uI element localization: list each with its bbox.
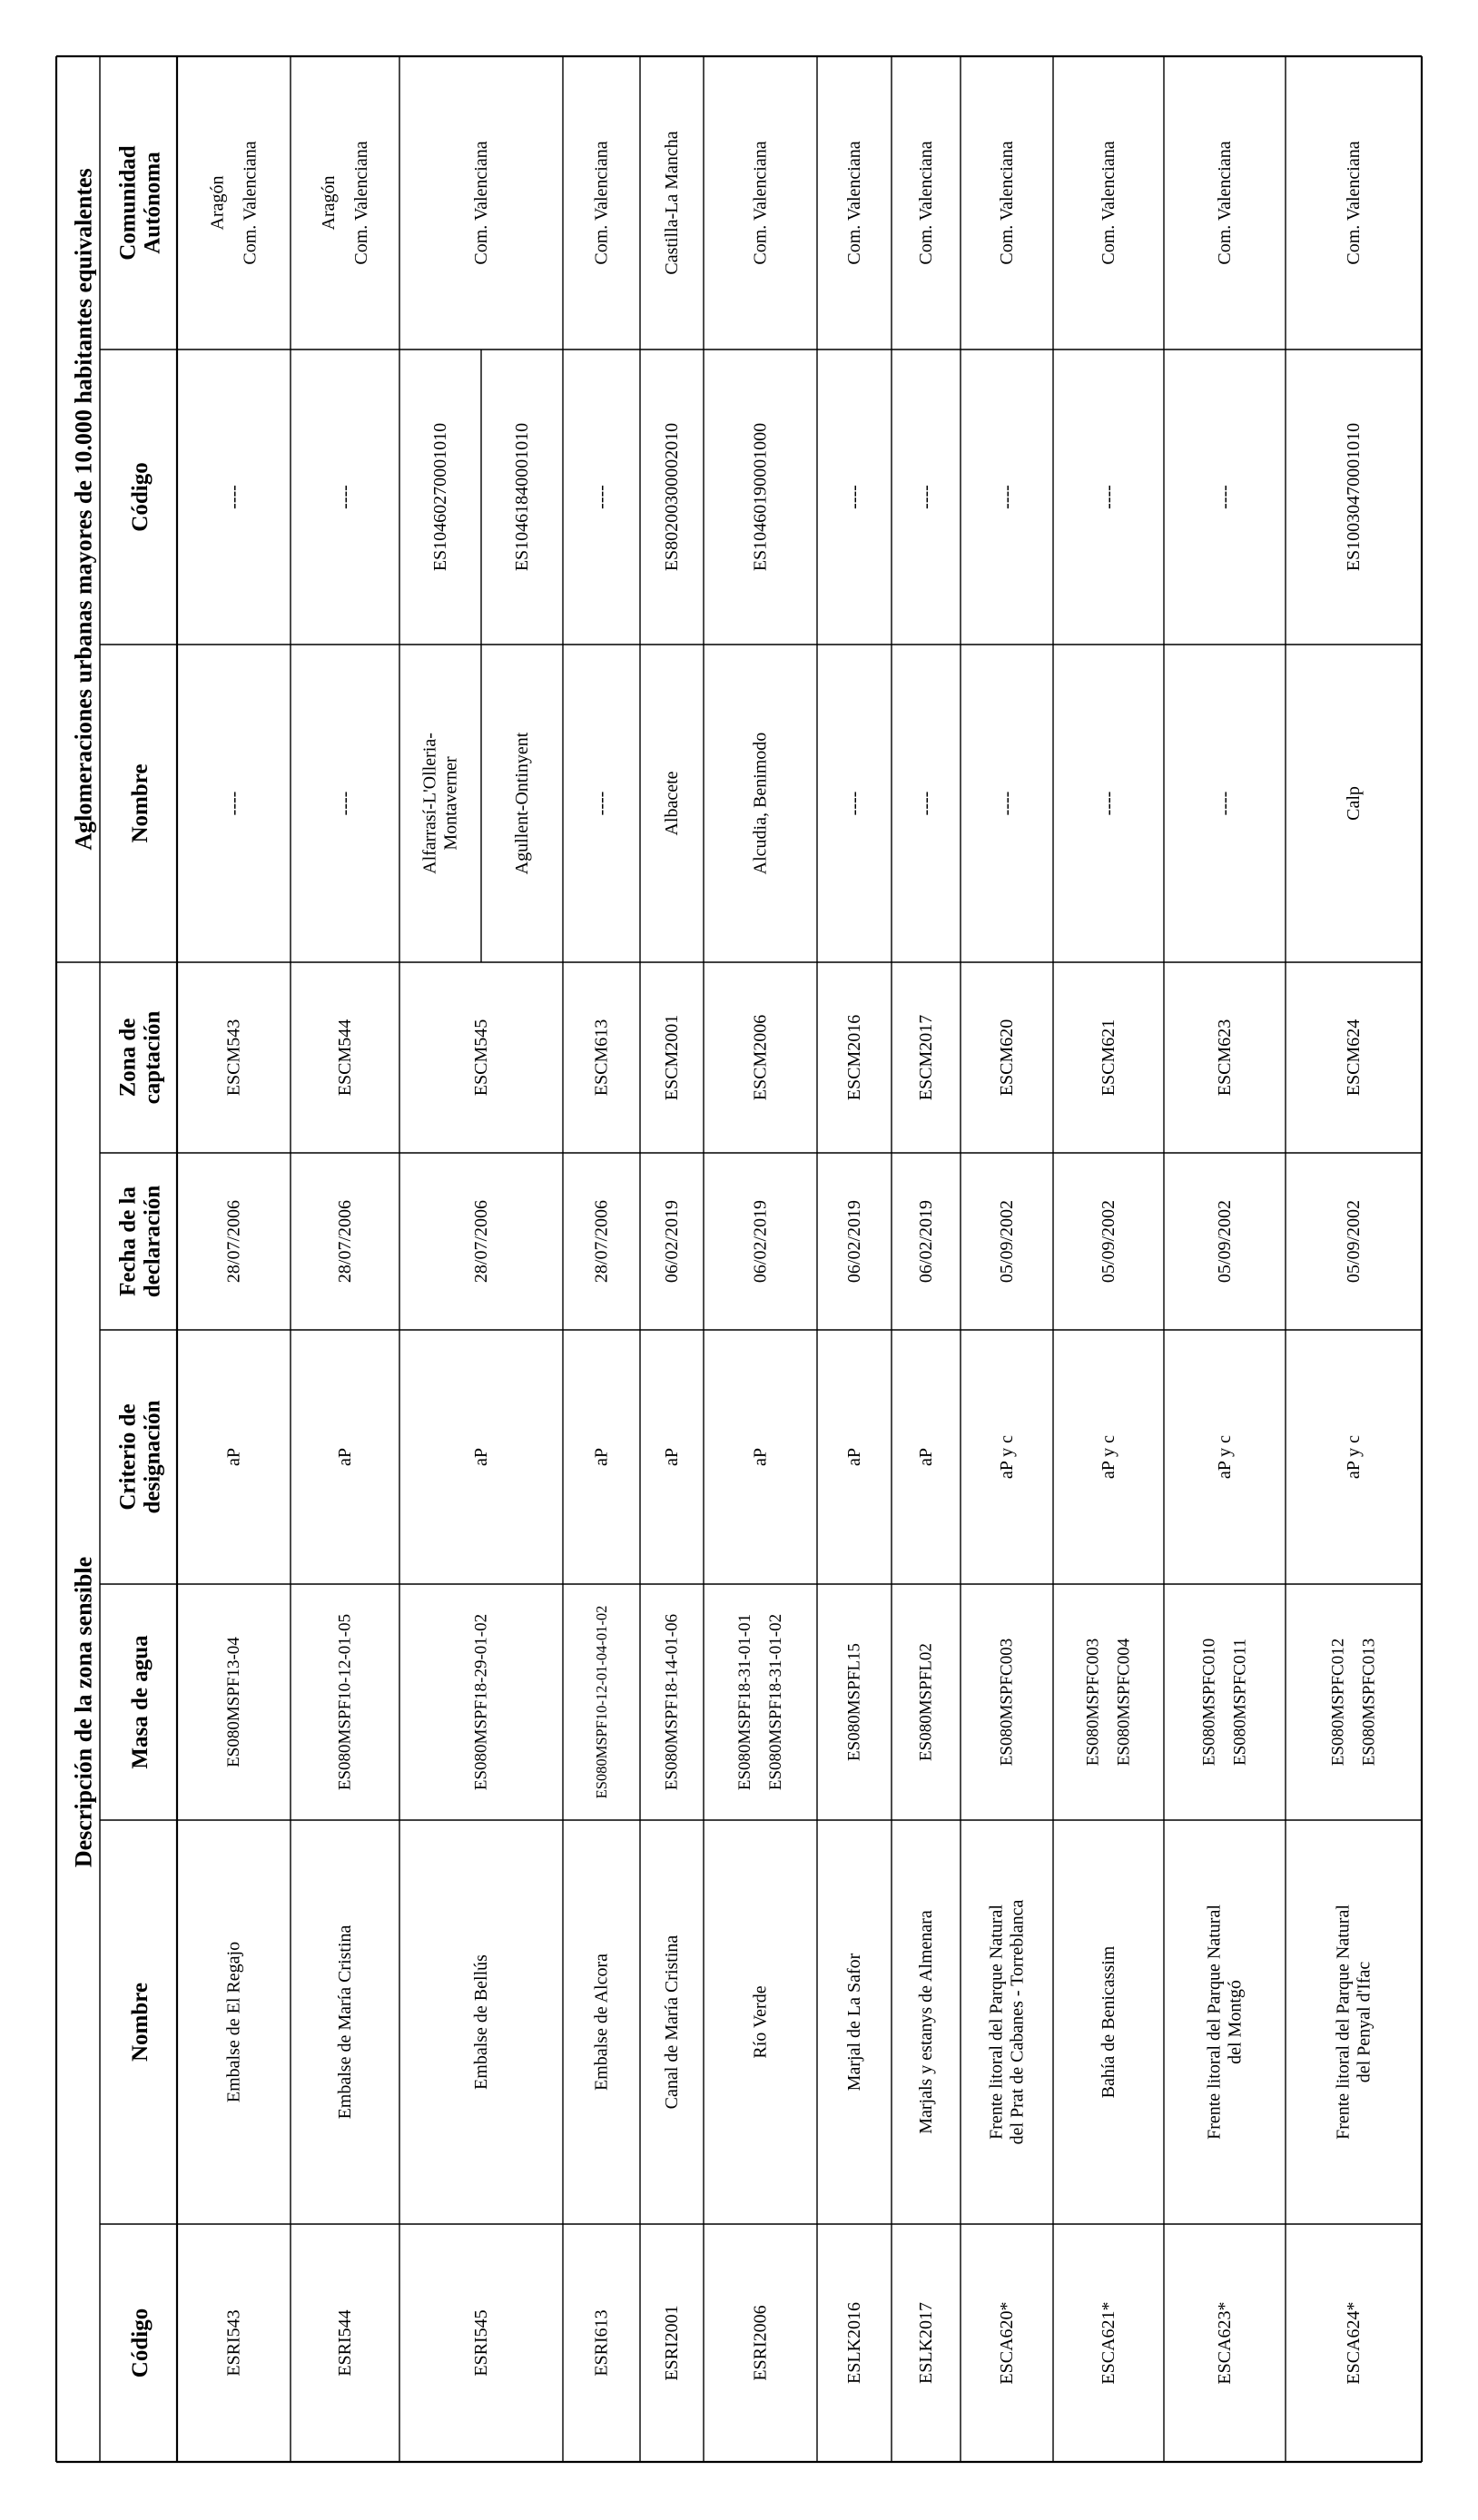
cell-fecha: 05/09/2002 bbox=[1215, 1199, 1235, 1284]
cell-comunidad: Castilla-La Mancha bbox=[662, 131, 682, 275]
cell-criterio: aP y c bbox=[1344, 1434, 1364, 1480]
cell-nombre: del Prat de Cabanes - Torreblanca bbox=[1007, 1899, 1028, 2145]
cell-comunidad: Com. Valenciana bbox=[844, 141, 864, 265]
cell-aglomeracion-nombre: Alcudia, Benimodo bbox=[750, 732, 771, 875]
cell-criterio: aP bbox=[916, 1448, 936, 1466]
cell-aglomeracion-nombre: Montaverner bbox=[440, 756, 461, 851]
cell-aglomeracion-codigo: ---- bbox=[1099, 485, 1118, 509]
cell-codigo: ESRI544 bbox=[335, 2309, 355, 2377]
column-header-fecha: Fecha de la bbox=[115, 1186, 141, 1296]
cell-aglomeracion-nombre: ---- bbox=[916, 791, 936, 816]
cell-nombre: Frente litoral del Parque Natural bbox=[986, 1905, 1007, 2140]
cell-aglomeracion-codigo: ES80200300002010 bbox=[662, 422, 682, 572]
group-header-zona: Descripción de la zona sensible bbox=[70, 1556, 97, 1868]
cell-codigo: ESLK2017 bbox=[916, 2302, 936, 2384]
cell-codigo: ESRI2006 bbox=[750, 2305, 771, 2381]
cell-comunidad: Com. Valenciana bbox=[1215, 141, 1235, 265]
cell-aglomeracion-codigo: ---- bbox=[1215, 485, 1235, 509]
cell-zona-captacion: ESCM623 bbox=[1215, 1019, 1235, 1097]
cell-aglomeracion-nombre: Calp bbox=[1344, 786, 1364, 821]
cell-masa-agua: ES080MSPFC013 bbox=[1359, 1638, 1379, 1767]
cell-comunidad: Aragón bbox=[207, 175, 228, 231]
cell-comunidad: Aragón bbox=[319, 175, 339, 231]
cell-nombre: del Montgó bbox=[1225, 1980, 1246, 2064]
cell-nombre: Bahía de Benicassim bbox=[1099, 1945, 1118, 2099]
cell-fecha: 28/07/2006 bbox=[223, 1199, 244, 1284]
cell-masa-agua: ES080MSPF18-31-01-02 bbox=[766, 1613, 785, 1791]
column-header-nombre: Nombre bbox=[128, 1982, 153, 2062]
cell-codigo: ESCA620* bbox=[997, 2301, 1017, 2385]
cell-zona-captacion: ESCM543 bbox=[223, 1019, 244, 1097]
cell-criterio: aP bbox=[844, 1448, 864, 1466]
cell-zona-captacion: ESCM2016 bbox=[844, 1014, 864, 1101]
cell-codigo: ESRI545 bbox=[471, 2309, 491, 2377]
cell-zona-captacion: ESCM621 bbox=[1099, 1019, 1118, 1097]
column-header-masa-agua: Masa de agua bbox=[128, 1635, 153, 1769]
cell-nombre: Frente litoral del Parque Natural bbox=[1333, 1905, 1354, 2140]
cell-aglomeracion-nombre: ---- bbox=[223, 791, 244, 816]
cell-comunidad: Com. Valenciana bbox=[471, 141, 491, 265]
cell-nombre: Embalse de Bellús bbox=[471, 1954, 491, 2090]
cell-criterio: aP bbox=[750, 1448, 771, 1466]
cell-fecha: 05/09/2002 bbox=[1099, 1199, 1118, 1284]
column-header-zona-captacion: Zona de bbox=[115, 1018, 141, 1098]
cell-zona-captacion: ESCM624 bbox=[1344, 1019, 1364, 1097]
cell-criterio: aP bbox=[223, 1448, 244, 1466]
cell-comunidad: Com. Valenciana bbox=[916, 141, 936, 265]
cell-masa-agua: ES080MSPF10-12-01-04-01-02 bbox=[593, 1605, 610, 1799]
column-header-comunidad: Autónoma bbox=[140, 152, 165, 254]
cell-aglomeracion-codigo: ---- bbox=[916, 485, 936, 509]
cell-fecha: 28/07/2006 bbox=[335, 1199, 355, 1284]
cell-fecha: 06/02/2019 bbox=[750, 1199, 771, 1284]
column-header-comunidad: Comunidad bbox=[115, 145, 141, 261]
cell-fecha: 06/02/2019 bbox=[916, 1199, 936, 1284]
cell-fecha: 06/02/2019 bbox=[662, 1199, 682, 1284]
cell-comunidad: Com. Valenciana bbox=[351, 141, 371, 265]
cell-aglomeracion-codigo: ---- bbox=[997, 485, 1017, 509]
cell-comunidad: Com. Valenciana bbox=[750, 141, 771, 265]
cell-masa-agua: ES080MSPFC010 bbox=[1199, 1638, 1219, 1767]
cell-criterio: aP bbox=[591, 1448, 612, 1466]
cell-nombre: Marjal de La Safor bbox=[844, 1953, 864, 2092]
cell-aglomeracion-nombre: Alfarrasí-L'Olleria- bbox=[419, 733, 440, 874]
cell-aglomeracion-codigo: ---- bbox=[591, 485, 612, 509]
cell-comunidad: Com. Valenciana bbox=[1344, 141, 1364, 265]
cell-codigo: ESCA624* bbox=[1344, 2301, 1364, 2385]
column-header-fecha: declaración bbox=[140, 1185, 165, 1298]
cell-fecha: 28/07/2006 bbox=[591, 1199, 612, 1284]
cell-nombre: Río Verde bbox=[750, 1985, 771, 2059]
cell-comunidad: Com. Valenciana bbox=[997, 141, 1017, 265]
cell-zona-captacion: ESCM620 bbox=[997, 1019, 1017, 1097]
cell-masa-agua: ES080MSPF18-29-01-02 bbox=[471, 1613, 491, 1791]
cell-aglomeracion-nombre: ---- bbox=[591, 791, 612, 816]
cell-nombre: Embalse de Alcora bbox=[591, 1953, 612, 2092]
cell-aglomeracion-codigo: ES10030470001010 bbox=[1344, 422, 1364, 572]
cell-criterio: aP bbox=[335, 1448, 355, 1466]
cell-masa-agua: ES080MSPFC004 bbox=[1114, 1638, 1134, 1767]
column-header-criterio: Criterio de bbox=[115, 1403, 141, 1511]
cell-nombre: Embalse de María Cristina bbox=[335, 1924, 355, 2120]
cell-fecha: 05/09/2002 bbox=[1344, 1199, 1364, 1284]
cell-masa-agua: ES080MSPFC003 bbox=[1083, 1638, 1103, 1767]
cell-masa-agua: ES080MSPFL15 bbox=[844, 1643, 864, 1761]
cell-masa-agua: ES080MSPFC003 bbox=[997, 1638, 1017, 1767]
cell-aglomeracion-codigo: ---- bbox=[223, 485, 244, 509]
cell-zona-captacion: ESCM2017 bbox=[916, 1014, 936, 1101]
cell-aglomeracion-codigo: ---- bbox=[335, 485, 355, 509]
cell-masa-agua: ES080MSPF18-14-01-06 bbox=[662, 1613, 682, 1791]
cell-aglomeracion-codigo: ---- bbox=[844, 485, 864, 509]
cell-zona-captacion: ESCM545 bbox=[471, 1019, 491, 1097]
cell-aglomeracion-codigo: ES10460190001000 bbox=[750, 422, 771, 572]
cell-codigo: ESCA623* bbox=[1215, 2301, 1235, 2385]
cell-masa-agua: ES080MSPFC012 bbox=[1328, 1638, 1348, 1767]
cell-criterio: aP y c bbox=[1215, 1434, 1235, 1480]
cell-codigo: ESRI2001 bbox=[662, 2305, 682, 2381]
cell-comunidad: Com. Valenciana bbox=[240, 141, 261, 265]
cell-nombre: Marjals y estanys de Almenara bbox=[916, 1910, 936, 2134]
cell-nombre: Embalse de El Regajo bbox=[223, 1941, 244, 2103]
cell-comunidad: Com. Valenciana bbox=[1099, 141, 1118, 265]
cell-comunidad: Com. Valenciana bbox=[591, 141, 612, 265]
cell-fecha: 06/02/2019 bbox=[844, 1199, 864, 1284]
cell-nombre: Frente litoral del Parque Natural bbox=[1204, 1905, 1225, 2140]
cell-criterio: aP y c bbox=[997, 1434, 1017, 1480]
cell-criterio: aP bbox=[662, 1448, 682, 1466]
cell-codigo: ESRI613 bbox=[591, 2309, 612, 2377]
cell-aglomeracion-codigo: ES10460270001010 bbox=[430, 422, 450, 572]
cell-zona-captacion: ESCM613 bbox=[591, 1019, 612, 1097]
cell-zona-captacion: ESCM2006 bbox=[750, 1014, 771, 1101]
cell-nombre: Canal de María Cristina bbox=[662, 1934, 682, 2110]
cell-aglomeracion-nombre: Agullent-Ontinyent bbox=[512, 732, 532, 875]
cell-aglomeracion-nombre: ---- bbox=[997, 791, 1017, 816]
cell-aglomeracion-nombre: ---- bbox=[1099, 791, 1118, 816]
cell-codigo: ESLK2016 bbox=[844, 2302, 864, 2384]
column-header-zona-captacion: captación bbox=[140, 1010, 165, 1105]
cell-fecha: 28/07/2006 bbox=[471, 1199, 491, 1284]
group-header-aglomeraciones: Aglomeraciones urbanas mayores de 10.000 habitantes equivalentes bbox=[70, 168, 97, 851]
column-header-codigo: Código bbox=[128, 2308, 153, 2378]
cell-masa-agua: ES080MSPF10-12-01-05 bbox=[335, 1613, 355, 1791]
cell-aglomeracion-nombre: ---- bbox=[1215, 791, 1235, 816]
cell-masa-agua: ES080MSPF13-04 bbox=[224, 1637, 243, 1767]
column-header-aglo-nombre: Nombre bbox=[128, 763, 153, 843]
column-header-aglo-codigo: Código bbox=[128, 462, 153, 532]
cell-masa-agua: ES080MSPFL02 bbox=[916, 1643, 936, 1761]
cell-masa-agua: ES080MSPFC011 bbox=[1230, 1639, 1250, 1766]
cell-fecha: 05/09/2002 bbox=[997, 1199, 1017, 1284]
cell-aglomeracion-nombre: Albacete bbox=[662, 771, 682, 836]
cell-nombre: del Penyal d'Ifac bbox=[1354, 1961, 1375, 2083]
column-header-criterio: designación bbox=[140, 1400, 165, 1514]
cell-aglomeracion-codigo: ES10461840001010 bbox=[512, 422, 532, 572]
cell-aglomeracion-nombre: ---- bbox=[844, 791, 864, 816]
cell-masa-agua: ES080MSPF18-31-01-01 bbox=[735, 1613, 754, 1791]
cell-codigo: ESCA621* bbox=[1099, 2301, 1118, 2385]
cell-aglomeracion-nombre: ---- bbox=[335, 791, 355, 816]
cell-codigo: ESRI543 bbox=[223, 2309, 244, 2377]
cell-zona-captacion: ESCM2001 bbox=[662, 1014, 682, 1101]
cell-criterio: aP y c bbox=[1099, 1434, 1118, 1480]
cell-zona-captacion: ESCM544 bbox=[335, 1019, 355, 1097]
cell-criterio: aP bbox=[471, 1448, 491, 1466]
